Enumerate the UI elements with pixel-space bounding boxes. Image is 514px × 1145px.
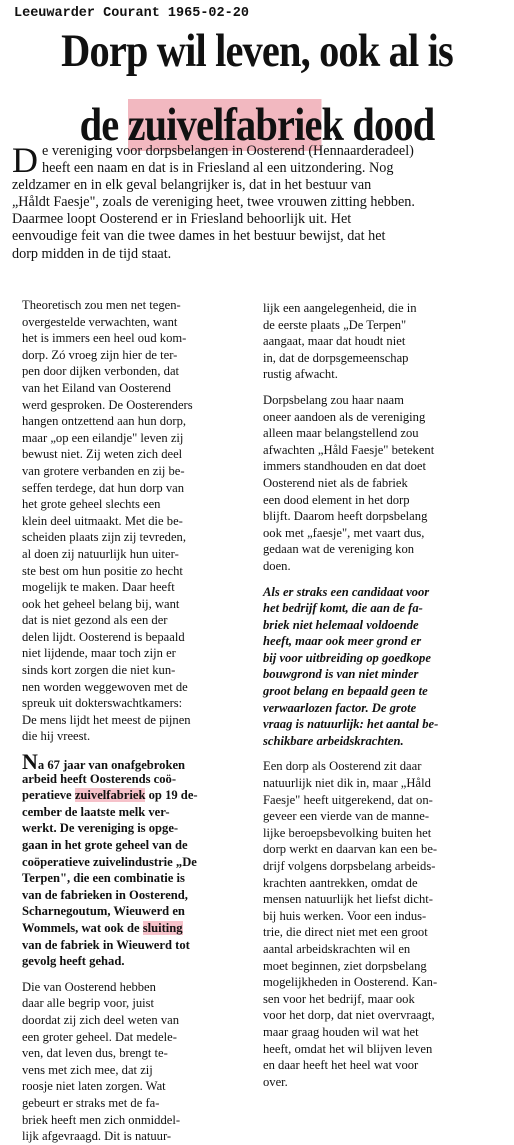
text-line: Theoretisch zou men net tegen- — [22, 298, 181, 312]
text-line: van de fabrieken in Oosterend, — [22, 887, 188, 902]
text-line: de eerste plaats „De Terpen" — [263, 317, 407, 332]
text-line: delen lijdt. Oosterend is bepaald — [22, 629, 185, 644]
text-line: vraag is natuurlijk: het aantal be- — [263, 717, 439, 732]
text-line: Daarmee loopt Oosterend er in Friesland behoorlijk uit. Het — [12, 211, 352, 228]
text-line: een groter geheel. Dat medele- — [22, 1029, 177, 1044]
text-line: cember de laatste melk ver- — [22, 804, 170, 819]
text-line: geveer een vierde van de manne- — [263, 809, 430, 824]
text-line: e vereniging voor dorpsbelangen in Oosterend (Hennaarderadeel) — [42, 143, 414, 159]
text-line: het bedrijf komt, die aan de fa- — [263, 601, 423, 616]
text-line: immers standhouden en dat doet — [263, 459, 426, 474]
text-line: werkt. De vereniging is opge- — [22, 821, 179, 836]
text-line: Faesje" heeft uitgerekend, dat on- — [263, 792, 433, 807]
text-line: al doen zij natuurlijk hun uiter- — [22, 546, 179, 561]
text-line: niet lijdende, maar toch zijn er — [22, 646, 176, 661]
text-line: Een dorp als Oosterend zit daar — [263, 759, 422, 774]
text-line: doen. — [263, 558, 291, 573]
text-line: arbeid heeft Oosterends coö- — [22, 771, 177, 786]
text-line: a 67 jaar van onafgebroken — [37, 758, 186, 773]
text-line: voor het dorp, dat niet overvraagt, — [263, 1008, 435, 1023]
headline-highlight-term: zuivelfabrie — [127, 99, 322, 151]
text-line: klein deel uitmaakt. Met die be- — [22, 513, 183, 528]
text-line: briek niet helemaal voldoende — [263, 617, 419, 632]
text-line — [22, 920, 254, 937]
left-paragraph-3 — [22, 979, 254, 1145]
text-fragment: Wommels, wat ook de — [22, 920, 143, 935]
text-line: ook met „faesje", met vaart dus, — [263, 525, 425, 540]
text-line: seffen terdege, dat hun dorp van — [22, 480, 185, 495]
text-line: scheiden plaats zijn zij tevreden, — [22, 530, 187, 545]
text-line: maar graag houden wil wat het — [263, 1024, 419, 1039]
article-column-left — [22, 297, 254, 1145]
text-line: trie, die direct niet met een groot — [263, 925, 428, 940]
text-line: pen door dijken verbonden, dat — [22, 364, 180, 379]
intro-lines — [12, 140, 506, 263]
text-line: mensen natuurlijk het liefst dicht- — [263, 892, 433, 907]
text-line: schikbare arbeidskrachten. — [263, 733, 404, 748]
text-line: heeft, omdat het wil blijven leven — [263, 1041, 433, 1056]
text-line: aangaat, maar dat houdt niet — [263, 334, 406, 349]
text-line: dat is niet gezond als een der — [22, 613, 168, 628]
text-line: in, dat de dorpsgemeenschap — [263, 350, 409, 365]
text-line: werd gesproken. De Oosterenders — [22, 397, 193, 412]
text-line: nen worden weggewoven met de — [22, 679, 188, 694]
left-paragraph-2 — [22, 749, 254, 970]
text-line: „Håldt Faesje", zoals de vereniging heet, twee vrouwen zitting hebben. — [12, 194, 415, 211]
text-line: gaan in het grote geheel van de — [22, 838, 188, 852]
text-line: zeldzamer en in elk geval belangrijker is, dat in het bestuur van — [12, 177, 372, 194]
text-line: drijf volgens dorpsbelang arbeids- — [263, 859, 436, 873]
text-line: rustig afwacht. — [263, 367, 338, 382]
text-line: bij voor uitbreiding op goedkope — [263, 650, 431, 665]
text-line: en daar heeft het heel wat voor — [263, 1058, 419, 1073]
intro-paragraph — [12, 140, 506, 263]
headline-line-2-pre: de — [79, 99, 128, 151]
left-paragraph-2-dropcap: N — [22, 749, 38, 775]
text-line: hangen ontzettend aan hun dorp, — [22, 414, 187, 429]
text-line: bewust niet. Zij weten zich deel — [22, 447, 183, 462]
text-fragment: op 19 de- — [145, 788, 198, 803]
text-line: ook het geheel belang bij, want — [22, 596, 180, 611]
text-line: natuurlijk niet dik in, maar „Håld — [263, 776, 431, 791]
text-line: lijk afgevraagd. Dit is natuur- — [22, 1129, 172, 1144]
highlight-sluiting: sluiting — [142, 920, 183, 935]
text-line: lijk een aangelegenheid, die in — [263, 301, 417, 315]
text-line: sen voor het bedrijf, maar ook — [263, 991, 415, 1006]
text-line: blijft. Daarom heeft dorpsbelang — [263, 509, 428, 524]
text-line: eenvoudige feit van die twee dames in het bestuur bewijst, dat het — [12, 228, 386, 245]
text-line: gevolg heeft gehad. — [22, 954, 125, 969]
right-paragraph-4 — [263, 758, 499, 1090]
text-line: daar alle begrip voor, juist — [22, 996, 155, 1011]
text-line: moet beginnen, ziet dorpsbelang — [263, 958, 427, 973]
text-line: van het Eiland van Oosterend — [22, 380, 171, 395]
text-line: bij huis werken. Voor een indus- — [263, 908, 427, 923]
right-paragraph-1 — [263, 300, 499, 383]
source-line: Leeuwarder Courant 1965-02-20 — [14, 6, 249, 21]
text-line: coöperatieve zuivelindustrie „De — [22, 854, 197, 869]
text-fragment: peratieve — [22, 788, 75, 803]
text-line: De mens lijdt het meest de pijnen — [22, 712, 191, 727]
text-line: Als er straks een candidaat voor — [263, 584, 430, 599]
text-line: krachten aantrekken, omdat de — [263, 875, 418, 890]
text-line: Oosterend niet als de fabriek — [263, 475, 408, 490]
text-line: overgestelde verwachten, want — [22, 314, 178, 329]
text-line: groot belang en bepaald geen te — [263, 684, 428, 699]
text-line: van de fabriek in Wieuwerd tot — [22, 937, 190, 952]
text-line: dorp. Zó vroeg zijn hier de ter- — [22, 347, 178, 362]
text-line: maar „op een eilandje" leven zij — [22, 430, 184, 445]
text-line: briek heeft men zich onmiddel- — [22, 1112, 181, 1127]
text-line: aantal arbeidskrachten wil en — [263, 941, 411, 956]
text-line: gebeurt er straks met de fa- — [22, 1095, 160, 1110]
left-paragraph-1 — [22, 297, 254, 745]
text-line: het is immers een heel oud kom- — [22, 331, 187, 346]
text-line: heeft, maar ook meer grond er — [263, 634, 422, 649]
text-line: spreuk uit dokterswachtkamers: — [22, 696, 183, 711]
text-line: ste best om hun positie zo hecht — [22, 563, 183, 578]
text-line: mogelijk te maken. Daar heeft — [22, 580, 175, 595]
text-line: gedaan wat de vereniging kon — [263, 542, 415, 557]
text-line: roosje niet laten zorgen. Wat — [22, 1079, 166, 1094]
highlight-zuivelfabriek: zuivelfabriek — [74, 788, 146, 803]
text-line: mogelijkheden in Oosterend. Kan- — [263, 975, 438, 990]
text-line: over. — [263, 1074, 288, 1089]
text-line: verwaarlozen factor. De grote — [263, 700, 417, 715]
text-line: van grotere verbanden en zij be- — [22, 463, 185, 478]
text-line: alleen maar belangstellend zou — [263, 426, 419, 441]
text-line: ven, dat leven dus, brengt te- — [22, 1046, 168, 1061]
intro-dropcap: D — [12, 140, 38, 180]
article-column-right — [263, 300, 499, 1090]
text-line: lijke beroepsbevolking buiten het — [263, 825, 432, 840]
text-line: afwachten „Håld Faesje" betekent — [263, 442, 435, 457]
text-line: een dood element in het dorp — [263, 492, 410, 507]
text-line: heeft een naam en dat is in Friesland al een uitzondering. Nog — [42, 160, 394, 177]
text-line: Terpen", die een combinatie is — [22, 871, 185, 886]
text-line: vens met zich mee, dat zij — [22, 1062, 153, 1077]
headline-line-2-post: k dood — [321, 99, 435, 151]
text-line: dorp werkt en daarvan kan een be- — [263, 842, 438, 857]
text-line: Scharnegoutum, Wieuwerd en — [22, 904, 185, 919]
text-line: Die van Oosterend hebben — [22, 979, 156, 994]
text-line: die hij vreest. — [22, 729, 91, 744]
text-line: bouwgrond is van niet minder — [263, 667, 419, 682]
text-line: Dorpsbelang zou haar naam — [263, 392, 404, 407]
text-line: het grote geheel slechts een — [22, 497, 161, 512]
text-line: dorp midden in de tijd staat. — [12, 245, 172, 262]
headline-line-1: Dorp wil leven, ook al is — [61, 25, 453, 77]
text-line: sinds kort zorgen die niet kun- — [22, 663, 176, 678]
text-line — [22, 787, 254, 804]
text-line: doordat zij zich deel weten van — [22, 1012, 180, 1027]
text-line: oneer aandoen als de vereniging — [263, 409, 426, 424]
right-paragraph-2 — [263, 392, 499, 575]
right-paragraph-3 — [263, 584, 499, 750]
